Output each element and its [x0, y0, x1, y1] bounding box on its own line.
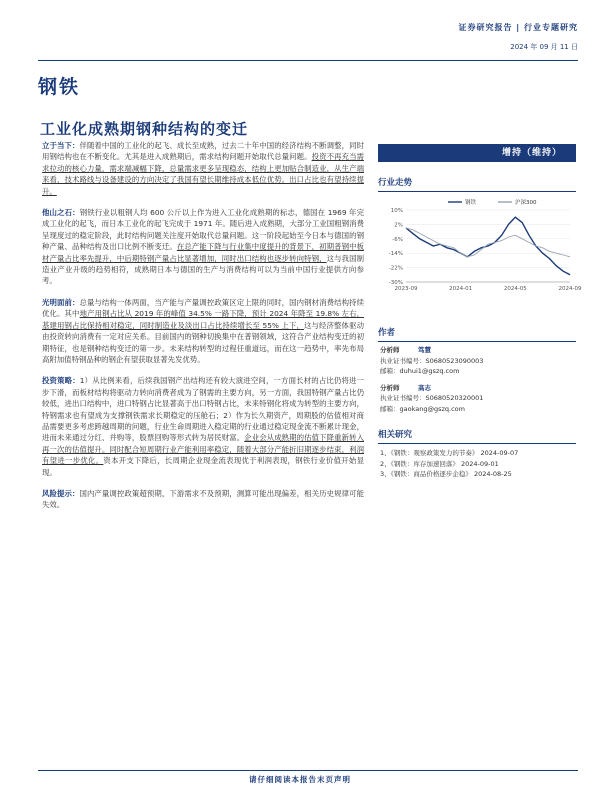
paragraph-text: 伴随着中国的工业化的起飞、成长至成熟，过去二十年中国的经济结构不断调整，同时用钢结构也在不断变化。尤其是进入成熟期后，需求结构问题开始取代总量问题。 [42, 141, 364, 162]
related-item[interactable] [380, 459, 576, 470]
legend-label: 钢铁 [465, 200, 477, 206]
related-date: 2024-09-07 [480, 449, 519, 457]
legend-label: 沪深300 [515, 200, 537, 206]
paragraph-label: 投资策略： [42, 376, 80, 386]
related-item[interactable] [380, 469, 576, 480]
x-tick-label: 2024-05 [503, 286, 527, 292]
trend-heading: 行业走势 [378, 176, 576, 192]
author-card [380, 345, 576, 377]
y-tick-label: 10% [390, 208, 403, 214]
paragraph-present [42, 140, 364, 197]
report-title: 工业化成熟期钢种结构的变迁 [40, 120, 249, 138]
paragraph-label: 他山之石： [42, 208, 80, 218]
paragraph-highlight: 在总产能下降与行业集中度提升的背景下，初期普钢中板材产量占比率先提升，中后期特钢产量占比显著增加，同时出口结构也逐步转向特钢， [42, 242, 364, 263]
paragraph-tail: 这与我国制造业产业升级的趋势相符，成熟期日本与德国的生产与消费结构可以为当前中国行业提供方向参考。 [42, 253, 364, 286]
report-body [42, 140, 364, 521]
y-tick-label: -6% [392, 236, 403, 243]
paragraph-foreign-reference [42, 207, 364, 287]
trend-chart [378, 196, 582, 296]
authors-list [380, 345, 576, 421]
author-role: 分析师 [380, 346, 400, 354]
paragraph-tail: 资本开支下降后，长周期企业现金流表现优于利润表现，钢铁行业价值开始显现。 [42, 456, 364, 477]
author-license: 执业证书编号：S0680520320001 [380, 394, 484, 403]
related-title[interactable]: 2、《钢铁：库存加速回落》 [380, 459, 459, 468]
y-tick-label: 2% [394, 222, 403, 229]
author-card [380, 383, 576, 415]
paragraph-text: 国内产量调控政策超预期，下游需求不及预期，测算可能出现偏差，相关历史规律可能失效。 [42, 488, 364, 510]
paragraph-text: 钢铁行业以粗钢人均 600 公斤以上作为进入工业化成熟期的标志，德国在 1969 年完成工业化的起飞，而日本工业化的起飞完成于 1971 年。随后进入成熟期，大部分工业国粗钢消费呈现度过的稳定阶段，此时结构问题关注度开始取代总量问题。这一阶段起始至今日本与德国的钢种产量、品种结构及出口比例不断变迁。 [42, 208, 364, 252]
paragraph-highlight: 投资不再充当需求拉动的核心力量，需求端减幅下降，总量需求更多呈现稳态，结构上更加贴合制造业，从生产端来看，技术路线与设备建设的方向决定了我国有望长期维持成本低位优势。出口占比也有望持续提升。 [42, 152, 364, 196]
related-heading: 相关研究 [378, 428, 576, 444]
paragraph-risk [42, 488, 364, 511]
report-header [459, 22, 579, 52]
paragraph-label: 立于当下： [42, 141, 80, 150]
report-date: 2024 年 09 月 11 日 [510, 43, 578, 51]
paragraph-tail: 这与经济整体驱动由投资转向消费有一定对应关系。目前国内的钢种切换集中在普钢领域，这符合产业结构变迁的初期特征，也是钢种结构变迁的第一步。未来结构转型的过程任重道远，而在这一趋势中，率先布局高附加值特钢品种的钢企有望获取显著先发优势。 [42, 320, 364, 364]
authors-heading: 作者 [378, 326, 576, 342]
author-name: 笃慧 [418, 346, 431, 354]
footer-disclaimer: 请仔细阅读本报告末页声明 [249, 775, 351, 784]
y-tick-label: -22% [388, 265, 403, 272]
paragraph-label: 光明面前： [42, 297, 80, 307]
author-name: 高志 [418, 383, 431, 392]
paragraph-text: 1）从比例来看，后续我国钢产出结构还有较大演进空间，一方面长材的占比仍将进一步下滑，而板材结构将驱动力转向消费者成为了钢需的主要方向，另一方面，我国特钢产量占比仍较低，进出口结构中，进口特钢占比显著高于出口特钢占比，未来特钢化将成为转型的主要方向，特钢需求也有望成为支撑钢铁需求长期稳定的压舱石；2）作为长久期资产，周期股的估值相对商品需要更多考虑跨越周期的问题，行业生命周期进入稳定期的行业通过稳定现金流不断累计现金，进而未来通过分红、并购等，股票回购等形式转为居民财富。 [42, 376, 364, 443]
paragraph-highlight: 地产用钢占比从 2019 年的峰值 34.5% 一路下降，预计 2024 年降至 19.8% 左右，基建用钢占比保持相对稳定，同时制造业及淡出口占比持续增长至 55% 上下， [42, 309, 364, 330]
related-title[interactable]: 1、《钢铁：观察政策发力的节奏》 [380, 449, 479, 457]
author-email[interactable]: 邮箱：gaokang@gszq.com [380, 404, 465, 413]
author-license: 执业证书编号：S0680523090003 [380, 356, 484, 365]
series-line-steel [406, 217, 570, 275]
author-role: 分析师 [380, 383, 400, 392]
related-date: 2024-08-25 [473, 470, 512, 479]
x-tick-label: 2024-09 [558, 286, 582, 292]
paragraph-text: 总量与结构一体两面，当产能与产量调控政策区定上限的同时，国内钢材消费结构持续优化。其中 [42, 297, 364, 319]
x-tick-label: 2023-09 [394, 286, 418, 292]
paragraph-highlight: 企业会从成熟期的估值下降重新转入再一次的估值提升。同时配合短周期行业产能利用率稳定，随着大部分产能折旧期逐步结束，利润有望进一步优化， [42, 433, 364, 466]
paragraph-outlook [42, 297, 364, 365]
paragraph-label: 风险提示： [42, 488, 80, 498]
x-tick-label: 2024-01 [449, 286, 473, 292]
y-tick-label: -14% [388, 251, 403, 258]
header-divider [38, 60, 578, 61]
related-item[interactable] [380, 448, 576, 459]
rating-badge: 增持（维持） [378, 144, 576, 162]
y-tick-label: -30% [388, 280, 403, 286]
author-email[interactable]: 邮箱：duhui1@gszq.com [380, 367, 460, 376]
sector-title: 钢铁 [38, 76, 81, 98]
related-date: 2024-09-01 [460, 459, 499, 468]
report-type: 证券研究报告 | 行业专题研究 [458, 23, 578, 32]
related-research-list [380, 448, 576, 480]
series-line-csi300 [406, 228, 570, 257]
paragraph-strategy [42, 375, 364, 478]
footer-divider [38, 770, 578, 771]
related-title[interactable]: 3、《钢铁：商品价格逐步企稳》 [380, 470, 472, 479]
